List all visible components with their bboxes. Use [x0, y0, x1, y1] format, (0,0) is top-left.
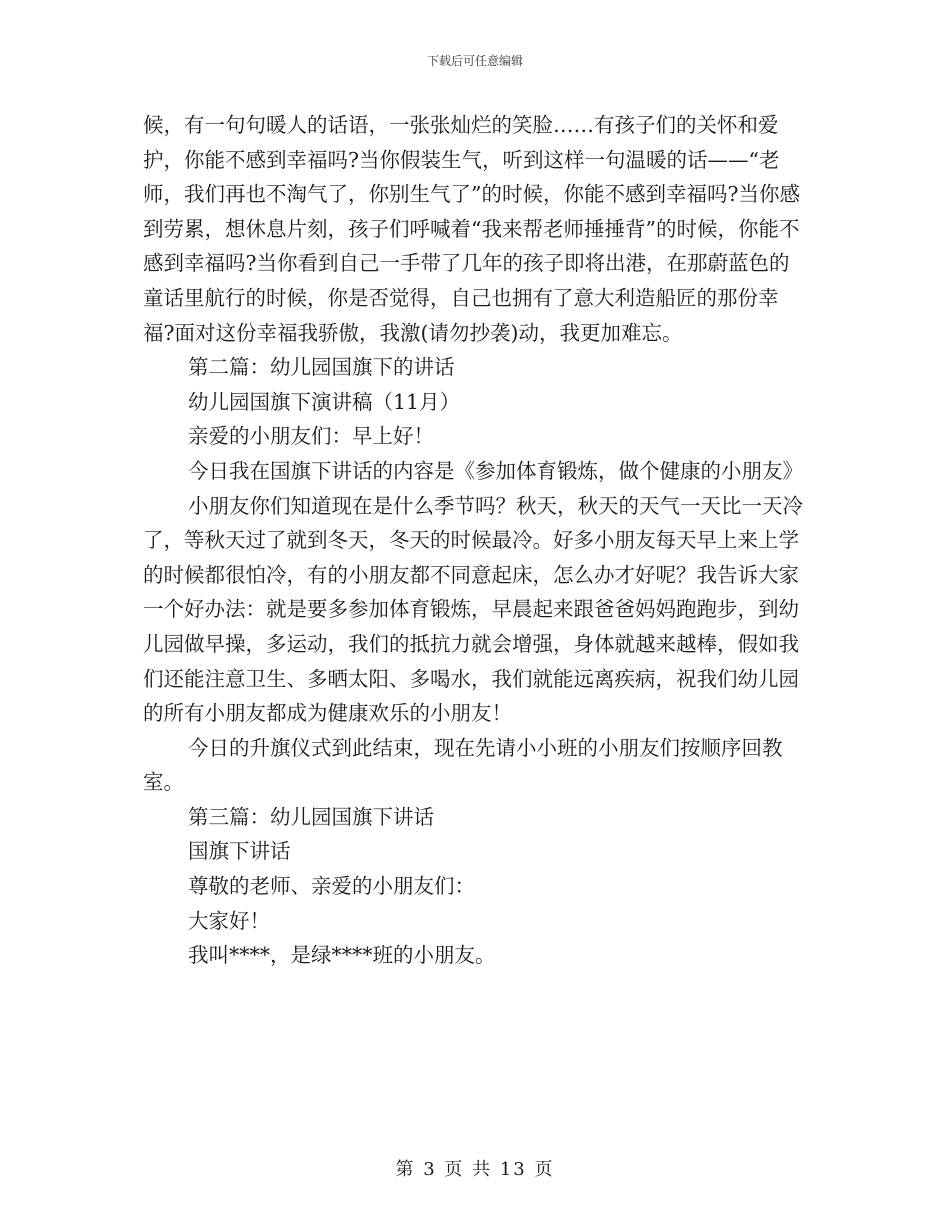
- page-header: 下载后可任意编辑: [426, 54, 523, 68]
- paragraph-main: 小朋友你们知道现在是什么季节吗？秋天，秋天的天气一天比一天冷了，等秋天过了就到冬天，冬天的时候最冷。好多小朋友每天早上来上学的时候都很怕冷，有的小朋友都不同意起床，怎么办才好呢？我告诉大家一个好办法：就是要多参加体育锻炼，早晨起来跟爸爸妈妈跑跑步，到幼儿园做早操，多运动，我们的抵抗力就会增强，身体就越来越棒，假如我们还能注意卫生、多晒太阳、多喝水，我们就能远离疾病，祝我们幼儿园的所有小朋友都成为健康欢乐的小朋友！: [143, 493, 803, 726]
- paragraph-topic: 今日我在国旗下讲话的内容是《参加体育锻炼，做个健康的小朋友》: [188, 458, 803, 483]
- document-body: [143, 108, 805, 973]
- speech-subtitle: 国旗下讲话: [188, 839, 291, 864]
- greeting-2: 大家好！: [188, 908, 270, 933]
- self-introduction: 我叫****，是绿****班的小朋友。: [188, 943, 496, 968]
- salutation: 尊敬的老师、亲爱的小朋友们：: [188, 874, 475, 899]
- page-number: 第 3 页 共 13 页: [395, 1159, 555, 1180]
- paragraph-closing: 今日的升旗仪式到此结束，现在先请小小班的小朋友们按顺序回教室。: [143, 735, 783, 795]
- greeting: 亲爱的小朋友们：早上好！: [188, 424, 434, 449]
- section-heading-2: 第二篇：幼儿园国旗下的讲话: [188, 355, 455, 380]
- section-heading-3: 第三篇：幼儿园国旗下讲话: [188, 804, 434, 829]
- speech-title: 幼儿园国旗下演讲稿（11月）: [188, 389, 461, 414]
- paragraph-continuation: 候，有一句句暖人的话语，一张张灿烂的笑脸……有孩子们的关怀和爱护，你能不感到幸福吗?当你假装生气，听到这样一句温暖的话——“老师，我们再也不淘气了，你别生气了”的时候，你能不感到幸福吗?当你感到劳累，想休息片刻，孩子们呼喊着“我来帮老师捶捶背”的时候，你能不感到幸福吗?当你看到自己一手带了几年的孩子即将出港，在那蔚蓝色的童话里航行的时候，你是否觉得，自己也拥有了意大利造船匠的那份幸福?面对这份幸福我骄傲，我激(请勿抄袭)动，我更加难忘。: [143, 113, 800, 345]
